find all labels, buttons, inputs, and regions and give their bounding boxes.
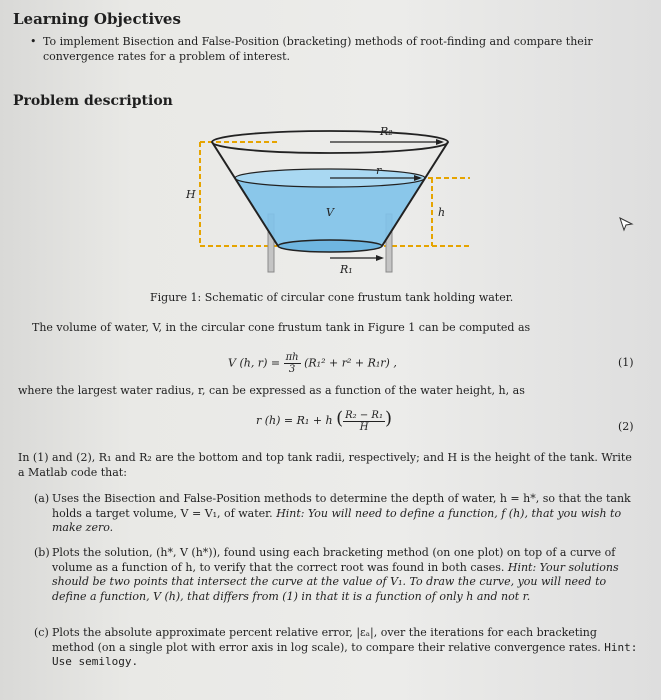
task-hint: Hint: Use semilogy. (52, 640, 638, 668)
label-h: h (438, 206, 446, 219)
bullet-marker: • (30, 35, 37, 48)
label-H: H (186, 188, 196, 201)
r2-arrowhead-icon (436, 139, 444, 145)
label-R2: R₂ (380, 125, 393, 138)
eq1-frac-den: 3 (288, 364, 296, 375)
task-label: (c) (34, 626, 49, 639)
tank-bottom-rim (278, 240, 382, 252)
equation-1 (228, 352, 397, 375)
matlab-task-paragraph: In (1) and (2), R₁ and R₂ are the bottom and top tank radii, respectively; and H is the height of the tank. Write a Matlab code that: (18, 451, 632, 479)
eq2-lhs: r (h) = R₁ + h (256, 414, 333, 427)
task-item-a (34, 492, 640, 536)
figure-caption: Figure 1: Schematic of circular cone frustum tank holding water. (150, 291, 514, 304)
eq2-frac-num: R₂ − R₁ (345, 409, 383, 421)
eq2-fraction (343, 410, 385, 433)
eq1-frac-num: πh (285, 352, 299, 363)
task-item-c (34, 626, 640, 670)
objective-bullet-item (30, 34, 640, 64)
r1-arrowhead-icon (376, 255, 384, 261)
frustum-tank-figure (180, 118, 480, 290)
label-R1: R₁ (340, 263, 353, 276)
equation-2-number: (2) (618, 420, 634, 433)
volume-paragraph: The volume of water, V, in the circular cone frustum tank in Figure 1 can be computed as (32, 321, 531, 334)
objective-text: To implement Bisection and False-Position (bracketing) methods of root-finding and compare their convergence rates for a problem of interest. (43, 35, 593, 63)
task-hint: Hint: You will need to define a function, f (h), that you wish to make zero. (52, 506, 622, 534)
problem-description-heading: Problem description (13, 93, 173, 109)
task-label: (b) (34, 546, 50, 559)
learning-objectives-heading: Learning Objectives (13, 10, 181, 28)
task-text: Uses the Bisection and False-Position methods to determine the depth of water, h = h*, so that the tank holds a target volume, V = V₁, of water. (52, 492, 631, 520)
label-V: V (326, 206, 334, 219)
task-hint: Hint: Your solutions should be two points that intersect the curve at the value of V₁. To draw the curve, you will need to define a function, V (h), that differs from (1) in that it is a function of only h and not r. (52, 560, 619, 603)
task-label: (a) (34, 492, 50, 505)
task-item-b (34, 546, 640, 604)
eq1-fraction (284, 352, 301, 375)
task-text: Plots the solution, (h*, V (h*)), found using each bracketing method (on one plot) on top of a curve of volume as a function of h, to verify that the correct root was found in both cases. (52, 546, 616, 574)
mouse-pointer-icon (618, 216, 634, 232)
label-r: r (376, 164, 382, 177)
equation-2: r (h) = R₁ + h ( $\frac{\text{R₂ − R₁}}{H}$ ) (256, 408, 392, 433)
eq2-frac-den: H (359, 421, 369, 433)
eq1-lhs: V (h, r) = (228, 356, 281, 370)
eq1-rhs: (R₁² + r² + R₁r) , (304, 356, 397, 370)
equation-1-number: (1) (618, 356, 634, 369)
radius-paragraph: where the largest water radius, r, can be expressed as a function of the water height, h, as (18, 384, 525, 397)
task-text: Plots the absolute approximate percent relative error, |εₐ|, over the iterations for each bracketing method (on a single plot with error axis in log scale), to compare their relative convergence rates. (52, 626, 601, 654)
